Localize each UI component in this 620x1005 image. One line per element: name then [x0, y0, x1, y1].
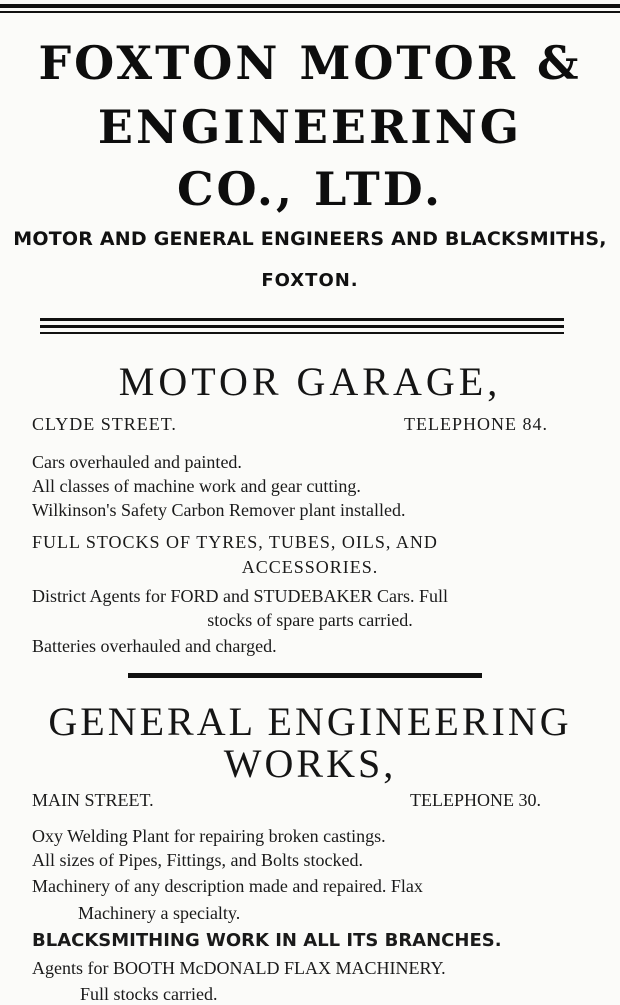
works-title-line-2: WORKS,	[223, 741, 397, 786]
company-name-line-1: FOXTON MOTOR &	[38, 36, 582, 90]
garage-address: CLYDE STREET.	[32, 414, 177, 434]
garage-title: MOTOR GARAGE,	[118, 359, 502, 404]
divider-rule-1	[40, 318, 564, 321]
garage-agents-line-1: District Agents for FORD and STUDEBAKER Cars. Full	[32, 586, 448, 606]
section-divider	[128, 673, 482, 678]
town-name: FOXTON.	[261, 270, 359, 291]
works-address: MAIN STREET.	[32, 790, 154, 810]
works-service-1: Oxy Welding Plant for repairing broken castings.	[32, 826, 386, 846]
garage-telephone: TELEPHONE 84.	[404, 414, 548, 434]
garage-agents-line-2: stocks of spare parts carried.	[207, 610, 413, 630]
top-rule-thin	[0, 11, 620, 13]
garage-stocks-line-1: FULL STOCKS OF TYRES, TUBES, OILS, AND	[32, 532, 438, 552]
works-blacksmithing: BLACKSMITHING WORK IN ALL ITS BRANCHES.	[32, 930, 502, 951]
works-booth-line-2: Full stocks carried.	[80, 984, 218, 1004]
garage-service-1: Cars overhauled and painted.	[32, 452, 242, 472]
garage-batteries: Batteries overhauled and charged.	[32, 636, 277, 656]
company-name-line-3: CO., LTD.	[176, 162, 444, 216]
garage-service-2: All classes of machine work and gear cutting.	[32, 476, 361, 496]
tagline: MOTOR AND GENERAL ENGINEERS AND BLACKSMITHS,	[13, 228, 607, 250]
garage-stocks-line-2: ACCESSORIES.	[241, 557, 379, 577]
garage-service-3: Wilkinson's Safety Carbon Remover plant installed.	[32, 500, 406, 520]
works-machinery-line-2: Machinery a specialty.	[78, 903, 241, 923]
top-rule-thick	[0, 4, 620, 8]
works-service-2: All sizes of Pipes, Fittings, and Bolts stocked.	[32, 850, 363, 870]
works-booth-line-1: Agents for BOOTH McDONALD FLAX MACHINERY.	[32, 958, 446, 978]
works-machinery-line-1: Machinery of any description made and repaired. Flax	[32, 876, 423, 896]
works-title-line-1: GENERAL ENGINEERING	[48, 699, 572, 744]
divider-rule-2	[40, 325, 564, 328]
works-telephone: TELEPHONE 30.	[410, 790, 541, 810]
company-name-line-2: ENGINEERING	[97, 100, 523, 154]
divider-rule-3	[40, 332, 564, 334]
